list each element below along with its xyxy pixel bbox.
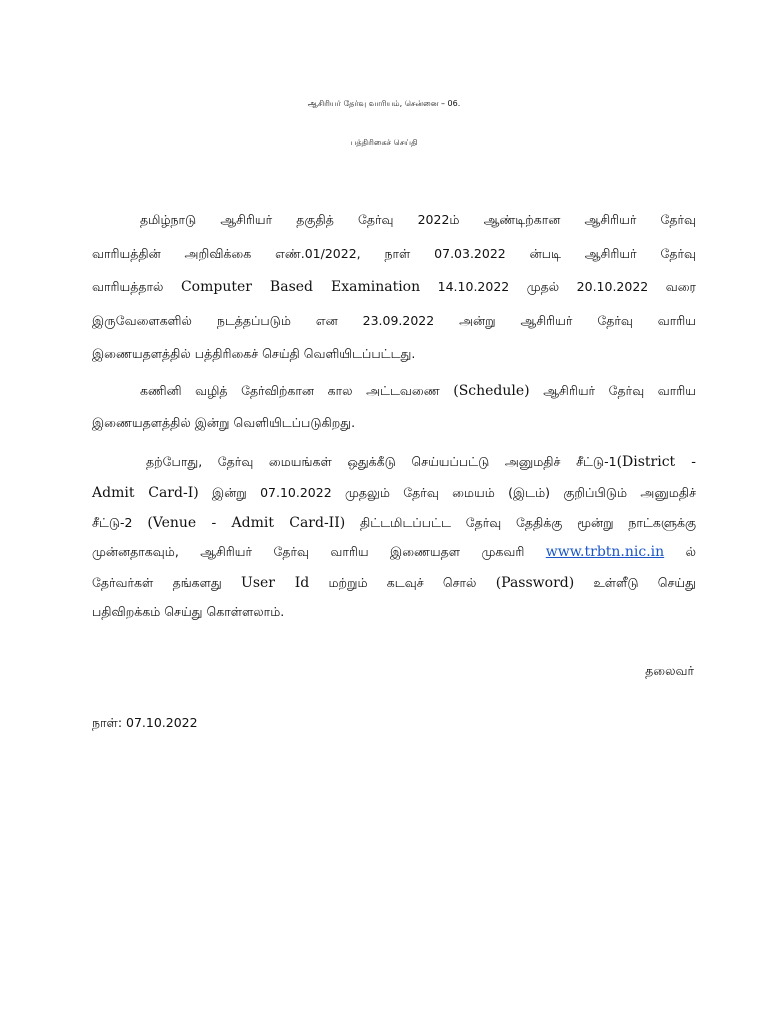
para3-line1-b: (District - bbox=[616, 454, 696, 470]
para3-line2-a: Admit Card-I) bbox=[92, 485, 199, 501]
para3-line6: பதிவிறக்கம் செய்து கொள்ளலாம். bbox=[92, 604, 285, 619]
document-title: பத்திரிகைச் செய்தி bbox=[350, 138, 418, 147]
para2-line2: இணையதளத்தில் இன்று வெளியிடப்படுகிறது. bbox=[92, 415, 356, 430]
signatory-title: தலைவர் bbox=[645, 663, 694, 678]
para3-line5-e: உள்ளீடு செய்து bbox=[593, 575, 696, 590]
para1-line3-c: 14.10.2022 முதல் 20.10.2022 வரை bbox=[437, 279, 696, 294]
para3-line2 bbox=[92, 484, 696, 502]
para3-line3-b: (Venue - Admit Card-II) bbox=[147, 515, 346, 531]
para2-line1-a: கணினி வழித் தேர்விற்கான கால அட்டவணை bbox=[140, 383, 440, 398]
release-date: நாள்: 07.10.2022 bbox=[92, 715, 198, 730]
para3-line4-b: ல் bbox=[685, 544, 696, 559]
para3-line3-c: திட்டமிடப்பட்ட தேர்வு தேதிக்கு மூன்று நாட்களுக்கு bbox=[360, 515, 696, 530]
para3-line4-a: முன்னதாகவும், ஆசிரியர் தேர்வு வாரிய இணையதள முகவரி bbox=[92, 544, 525, 559]
para1-line4: இருவேளைகளில் நடத்தப்படும் என 23.09.2022 அன்று ஆசிரியர் தேர்வு வாரிய bbox=[92, 313, 696, 328]
para3-line1-a: தற்போது, தேர்வு மையங்கள் ஒதுக்கீடு செய்யப்பட்டு அனுமதிச் சீட்டு-1 bbox=[146, 454, 617, 469]
para3-line2-b: இன்று 07.10.2022 முதலும் தேர்வு மையம் (இடம்) குறிப்பிடும் அனுமதிச் bbox=[212, 485, 696, 500]
para3-line5 bbox=[92, 574, 696, 592]
para1-line2: வாரியத்தின் அறிவிக்கை எண்.01/2022, நாள் 07.03.2022 ன்படி ஆசிரியர் தேர்வு bbox=[92, 246, 696, 261]
para3-line5-a: தேர்வர்கள் தங்களது bbox=[92, 575, 222, 590]
para2-line1-b: (Schedule) bbox=[453, 383, 530, 399]
para1-line3-a: வாரியத்தால் bbox=[92, 279, 164, 294]
para1-line1: தமிழ்நாடு ஆசிரியர் தகுதித் தேர்வு 2022ம் ஆண்டிற்கான ஆசிரியர் தேர்வு bbox=[140, 212, 696, 227]
para3-line3 bbox=[92, 514, 696, 532]
para1-line5: இணையதளத்தில் பத்திரிகைச் செய்தி வெளியிடப்பட்டது. bbox=[92, 346, 416, 361]
para1-line3 bbox=[92, 278, 696, 296]
para3-line5-b: User Id bbox=[241, 575, 310, 591]
para2-line1 bbox=[140, 382, 696, 400]
para3-line3-a: சீட்டு-2 bbox=[92, 515, 133, 530]
org-heading: ஆசிரியர் தேர்வு வாரியம், சென்னை – 06. bbox=[307, 99, 461, 108]
para3-line4 bbox=[92, 543, 696, 561]
para3-line5-c: மற்றும் கடவுச் சொல் bbox=[328, 575, 477, 590]
trb-website-link[interactable]: www.trbtn.nic.in bbox=[545, 544, 665, 560]
para3-line1 bbox=[146, 453, 696, 471]
para2-line1-c: ஆசிரியர் தேர்வு வாரிய bbox=[543, 383, 696, 398]
para1-line3-b: Computer Based Examination bbox=[180, 279, 421, 295]
para3-line5-d: (Password) bbox=[495, 575, 575, 591]
